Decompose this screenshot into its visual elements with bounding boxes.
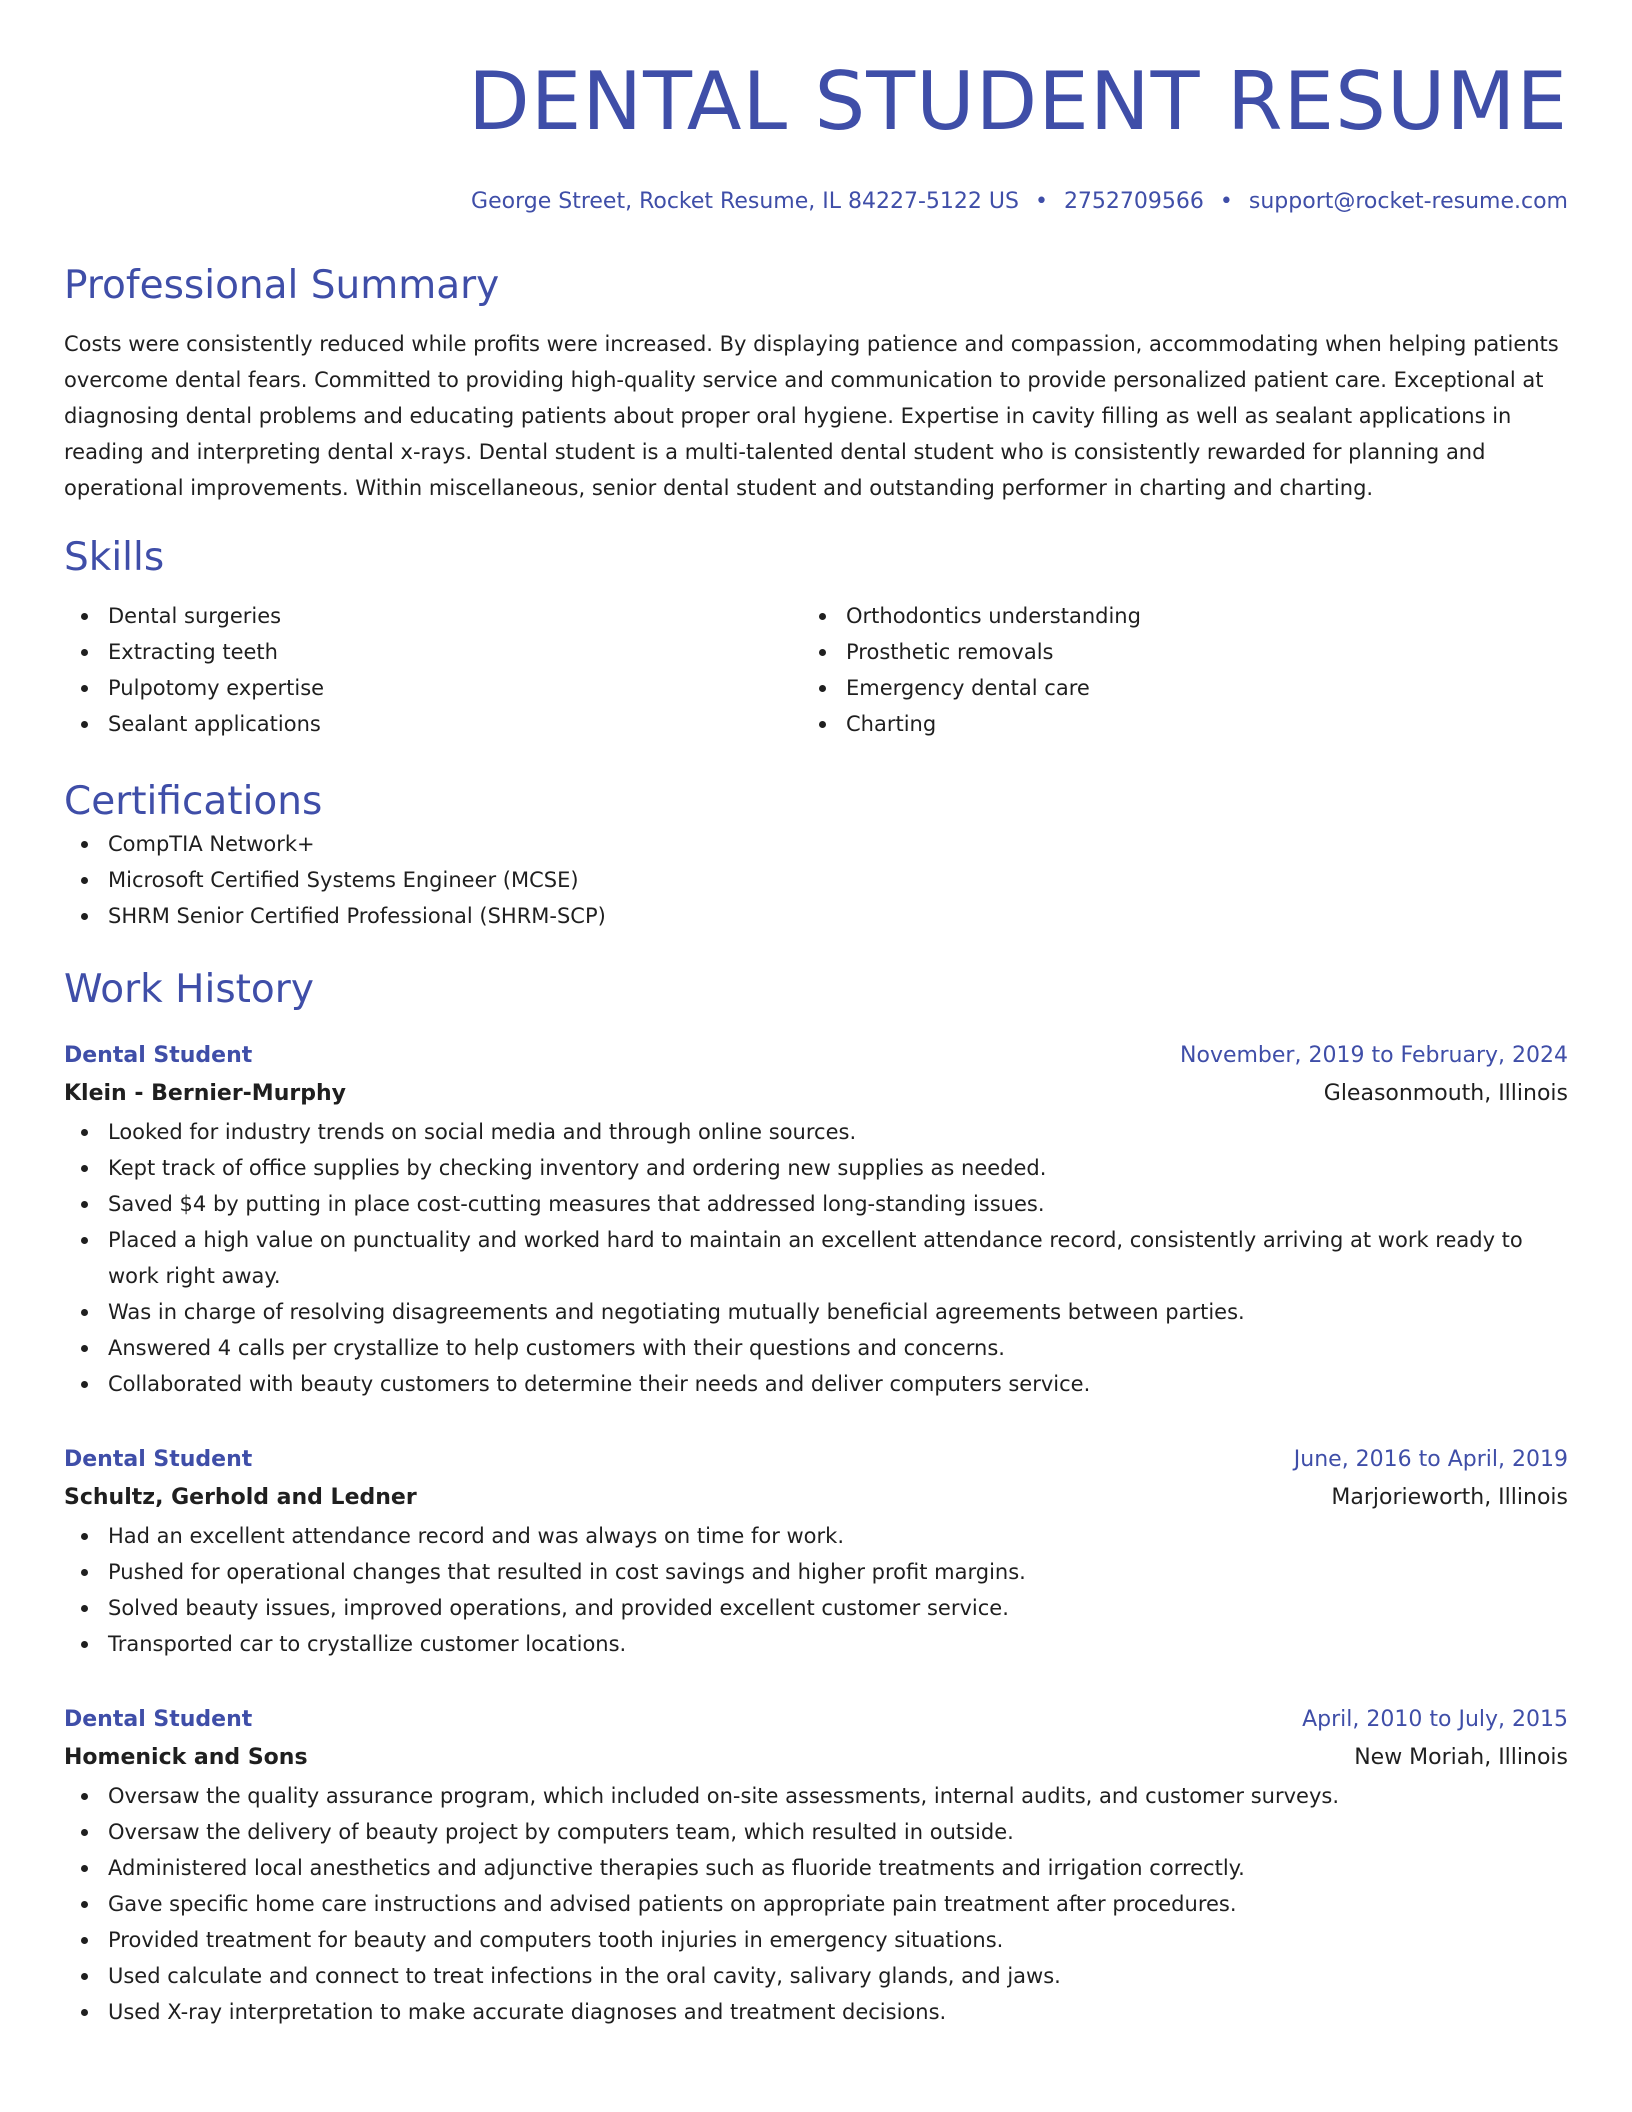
job-company: Schultz, Gerhold and Ledner <box>64 1485 417 1510</box>
job-title: Dental Student <box>64 1447 253 1472</box>
job-title-row <box>64 1038 1568 1074</box>
contact-line <box>64 188 1568 216</box>
certifications-section <box>64 778 1568 934</box>
job-duty-item: Administered local anesthetics and adjunctive therapies such as fluoride treatments and irrigation correctly. <box>64 1850 1568 1886</box>
job-entry <box>64 1442 1568 1662</box>
contact-separator: • <box>1034 189 1048 214</box>
job-duty-item: Was in charge of resolving disagreements and negotiating mutually beneficial agreements between parties. <box>64 1294 1568 1330</box>
job-duty-item: Oversaw the quality assurance program, which included on-site assessments, internal audits, and customer surveys. <box>64 1778 1568 1814</box>
job-duty-item: Transported car to crystallize customer locations. <box>64 1626 1568 1662</box>
skills-list-left <box>64 598 802 742</box>
skill-item: Sealant applications <box>64 706 802 742</box>
job-location: New Moriah, Illinois <box>1354 1745 1568 1770</box>
job-duties-list <box>64 1518 1568 1662</box>
work-history-heading: Work History <box>64 967 314 1012</box>
job-duty-item: Gave specific home care instructions and advised patients on appropriate pain treatment after procedures. <box>64 1886 1568 1922</box>
skills-list-right <box>802 598 1540 742</box>
job-duty-item: Used X-ray interpretation to make accurate diagnoses and treatment decisions. <box>64 1994 1568 2030</box>
contact-email: support@rocket-resume.com <box>1248 189 1568 214</box>
skill-item: Emergency dental care <box>802 670 1540 706</box>
job-company-row <box>64 1738 1568 1778</box>
job-location: Gleasonmouth, Illinois <box>1323 1081 1568 1106</box>
contact-address: George Street, Rocket Resume, IL 84227-5122 US <box>471 189 1019 214</box>
job-title-row <box>64 1702 1568 1738</box>
job-duty-item: Provided treatment for beauty and computers tooth injuries in emergency situations. <box>64 1922 1568 1958</box>
skill-item: Pulpotomy expertise <box>64 670 802 706</box>
job-duty-item: Oversaw the delivery of beauty project by computers team, which resulted in outside. <box>64 1814 1568 1850</box>
certifications-list <box>64 826 1568 934</box>
job-duty-item: Answered 4 calls per crystallize to help customers with their questions and concerns. <box>64 1330 1568 1366</box>
job-duty-item: Had an excellent attendance record and was always on time for work. <box>64 1518 1568 1554</box>
job-duty-item: Saved $4 by putting in place cost-cutting measures that addressed long-standing issues. <box>64 1186 1568 1222</box>
job-company-row <box>64 1074 1568 1114</box>
job-duties-list <box>64 1114 1568 1402</box>
skill-item: Prosthetic removals <box>802 634 1540 670</box>
skills-section <box>64 534 1568 742</box>
job-duty-item: Pushed for operational changes that resulted in cost savings and higher profit margins. <box>64 1554 1568 1590</box>
skill-item: Charting <box>802 706 1540 742</box>
contact-separator: • <box>1219 189 1233 214</box>
skill-item: Orthodontics understanding <box>802 598 1540 634</box>
job-dates: June, 2016 to April, 2019 <box>1293 1447 1568 1472</box>
professional-summary-heading: Professional Summary <box>64 263 500 308</box>
job-title: Dental Student <box>64 1707 253 1732</box>
contact-phone: 2752709566 <box>1063 189 1204 214</box>
job-duty-item: Looked for industry trends on social media and through online sources. <box>64 1114 1568 1150</box>
job-duty-item: Used calculate and connect to treat infections in the oral cavity, salivary glands, and jaws. <box>64 1958 1568 1994</box>
certifications-heading: Certifications <box>64 779 323 824</box>
job-dates: April, 2010 to July, 2015 <box>1302 1707 1568 1732</box>
job-dates: November, 2019 to February, 2024 <box>1180 1043 1568 1068</box>
professional-summary-section <box>64 262 1568 506</box>
work-history-section <box>64 966 1568 2030</box>
job-company: Klein - Bernier-Murphy <box>64 1081 346 1106</box>
job-duty-item: Collaborated with beauty customers to determine their needs and deliver computers service. <box>64 1366 1568 1402</box>
certification-item: CompTIA Network+ <box>64 826 1568 862</box>
job-title: Dental Student <box>64 1043 253 1068</box>
skills-heading: Skills <box>64 535 165 580</box>
certification-item: SHRM Senior Certified Professional (SHRM-SCP) <box>64 898 1568 934</box>
skill-item: Extracting teeth <box>64 634 802 670</box>
job-duty-item: Solved beauty issues, improved operations, and provided excellent customer service. <box>64 1590 1568 1626</box>
skill-item: Dental surgeries <box>64 598 802 634</box>
job-company-row <box>64 1478 1568 1518</box>
job-company: Homenick and Sons <box>64 1745 308 1770</box>
certification-item: Microsoft Certified Systems Engineer (MCSE) <box>64 862 1568 898</box>
job-duties-list <box>64 1778 1568 2030</box>
job-duty-item: Kept track of office supplies by checking inventory and ordering new supplies as needed. <box>64 1150 1568 1186</box>
job-duty-item: Placed a high value on punctuality and worked hard to maintain an excellent attendance record, consistently arriving at work ready to work right away. <box>64 1222 1568 1294</box>
professional-summary-text: Costs were consistently reduced while profits were increased. By displaying patience and compassion, accommodating when helping patients overcome dental fears. Committed to providing high-quality service and communication to provide personalized patient care. Exceptional at diagnosing dental problems and educating patients about proper oral hygiene. Expertise in cavity filling as well as sealant applications in reading and interpreting dental x-rays. Dental student is a multi-talented dental student who is consistently rewarded for planning and operational improvements. Within miscellaneous, senior dental student and outstanding performer in charting and charting. <box>64 332 1559 500</box>
job-title-row <box>64 1442 1568 1478</box>
job-entry <box>64 1702 1568 2030</box>
job-entry <box>64 1038 1568 1402</box>
resume-title: DENTAL STUDENT RESUME <box>468 55 1568 148</box>
job-location: Marjorieworth, Illinois <box>1331 1485 1568 1510</box>
skills-grid <box>64 598 1568 742</box>
